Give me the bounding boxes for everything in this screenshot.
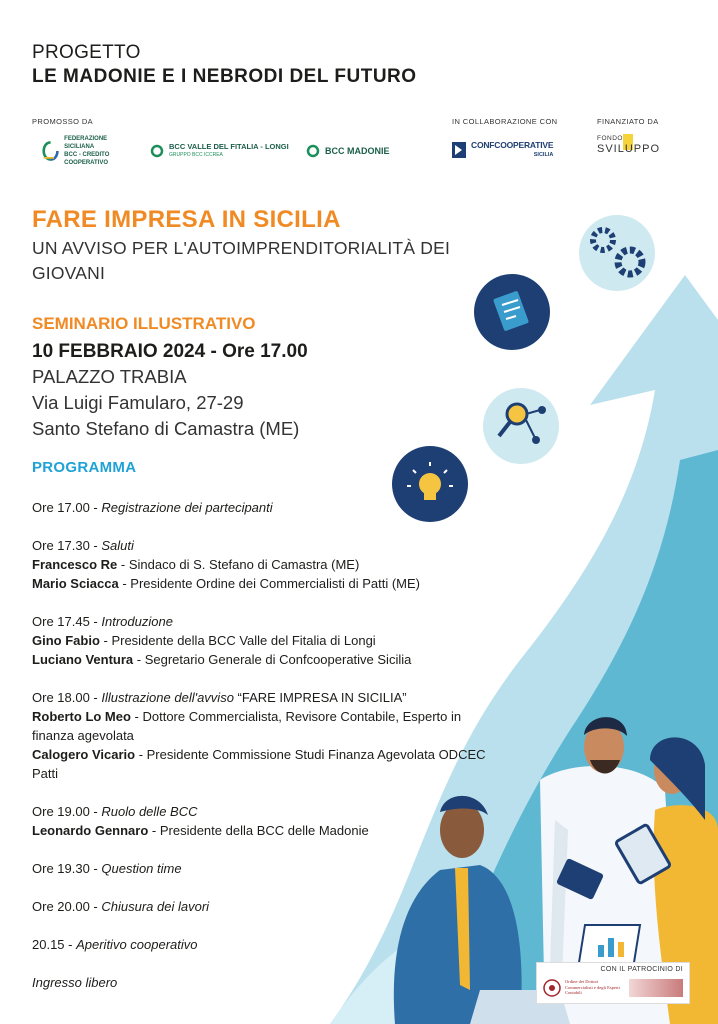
speaker-name: Leonardo Gennaro [32,823,149,838]
speaker-role: - Presidente Ordine dei Commercialisti di Patti (ME) [118,576,420,591]
programme-time: Ore 19.30 - [32,861,102,876]
bcc-longi-sub: GRUPPO BCC ICCREA [169,152,223,158]
bcc-madonie-name: BCC MADONIE [325,146,390,156]
speaker-line [32,821,502,840]
speaker-name: Roberto Lo Meo [32,709,131,724]
programme-item [32,935,502,954]
speaker-line [32,574,502,593]
speaker-role: - Segretario Generale di Confcooperative Sicilia [133,652,412,667]
programme-item [32,536,502,593]
programme-time-topic [32,897,502,916]
programme-time: Ore 20.00 - [32,899,102,914]
event-date-time: 10 FEBBRAIO 2024 - Ore 17.00 [32,341,308,362]
programme-time-topic [32,935,502,954]
confcooperative-logo [452,136,562,164]
bcc-logo-icon [150,144,164,158]
programme-topic: Chiusura dei lavori [101,899,210,914]
event-subtitle: UN AVVISO PER L'AUTOIMPRENDITORIALITÀ DEI GIOVANI [32,238,451,283]
speaker-line [32,707,502,745]
bcc-madonie-logo [306,142,410,160]
speaker-name: Francesco Re [32,557,118,572]
bcc-longi-name: BCC VALLE DEL FITALIA - LONGI [169,142,289,151]
patronage-label: CON IL PATROCINIO DI [600,966,683,973]
programme-heading: PROGRAMMA [32,459,137,476]
gears-icon [579,215,655,291]
programme-item [32,859,502,878]
federazione-line-1: FEDERAZIONE [64,136,108,142]
odcec-seal-icon [543,979,561,997]
programme-topic: Registrazione dei partecipanti [101,500,273,515]
programme-item [32,802,502,840]
venue-city: Santo Stefano di Camastra (ME) [32,418,300,439]
programme-topic: Illustrazione dell'avviso [101,690,234,705]
programme-topic: Saluti [101,538,134,553]
speaker-name: Luciano Ventura [32,652,134,667]
speaker-name: Gino Fabio [32,633,100,648]
collaboration-label: IN COLLABORAZIONE CON [452,117,558,126]
funded-by-label: FINANZIATO DA [597,117,659,126]
programme-topic: Question time [101,861,182,876]
speaker-name: Mario Sciacca [32,576,119,591]
patronage-banner [629,979,683,997]
project-name: LE MADONIE E I NEBRODI DEL FUTURO [32,66,417,87]
confcoop-name: CONFCOOPERATIVE [471,140,554,150]
confcoop-sub: SICILIA [533,152,554,158]
programme-topic-suffix: “FARE IMPRESA IN SICILIA” [233,690,407,705]
programme-time: Ore 17.00 - [32,500,102,515]
sviluppo-label: SVILUPPO [597,143,661,155]
confcooperative-icon [452,142,466,158]
speaker-role: - Presidente Commissione Studi Finanza Agevolata ODCEC Patti [32,747,486,781]
speaker-line [32,631,502,650]
venue-name: PALAZZO TRABIA [32,366,187,387]
search-network-icon [483,388,559,464]
speaker-role: - Dottore Commercialista, Revisore Contabile, Esperto in finanza agevolata [32,709,462,743]
programme-item [32,612,502,669]
programme-time-topic [32,612,502,631]
programme-time-topic [32,536,502,555]
speaker-role: - Presidente della BCC delle Madonie [148,823,369,838]
programme-time-topic [32,802,502,821]
project-label: PROGETTO [32,42,141,63]
programme-item [32,688,502,783]
programme-item [32,897,502,916]
programme-topic: Introduzione [101,614,173,629]
programme-time-topic [32,498,502,517]
fondo-sviluppo-logo [597,134,692,166]
programme-time: 20.15 - [32,937,77,952]
programme-time: Ore 17.45 - [32,614,102,629]
federazione-line-2: SICILIANA [64,144,95,150]
programme-time-topic [32,688,502,707]
speaker-role: - Presidente della BCC Valle del Fitalia di Longi [99,633,376,648]
speaker-line [32,745,502,783]
patronage-box [536,962,690,1004]
speaker-line [32,650,502,669]
programme-item [32,498,502,517]
promoted-by-label: PROMOSSO DA [32,117,94,126]
federazione-bcc-logo [42,134,142,168]
programme-time: Ore 17.30 - [32,538,102,553]
programme-topic: Aperitivo cooperativo [76,937,198,952]
bcc-logo-icon [306,144,320,158]
venue-address: Via Luigi Famularo, 27-29 [32,392,244,413]
entry-note: Ingresso libero [32,975,118,990]
federazione-line-3: BCC - CREDITO COOPERATIVO [64,152,110,166]
speaker-line [32,555,502,574]
document-icon [474,274,550,350]
programme-topic: Ruolo delle BCC [101,804,198,819]
bcc-logo-icon [42,139,59,163]
speaker-role: - Sindaco di S. Stefano di Camastra (ME) [117,557,360,572]
event-title: FARE IMPRESA IN SICILIA [32,206,341,233]
programme-time-topic [32,859,502,878]
patronage-org: Ordine dei Dottori Commercialisti e degli Esperti Contabili [565,979,620,995]
programme-time: Ore 19.00 - [32,804,102,819]
programme-list [32,498,502,992]
bcc-valle-fitalia-logo [150,140,292,162]
seminar-label: SEMINARIO ILLUSTRATIVO [32,314,256,333]
speaker-name: Calogero Vicario [32,747,136,762]
programme-time: Ore 18.00 - [32,690,102,705]
fondo-label: FONDO [597,135,623,142]
